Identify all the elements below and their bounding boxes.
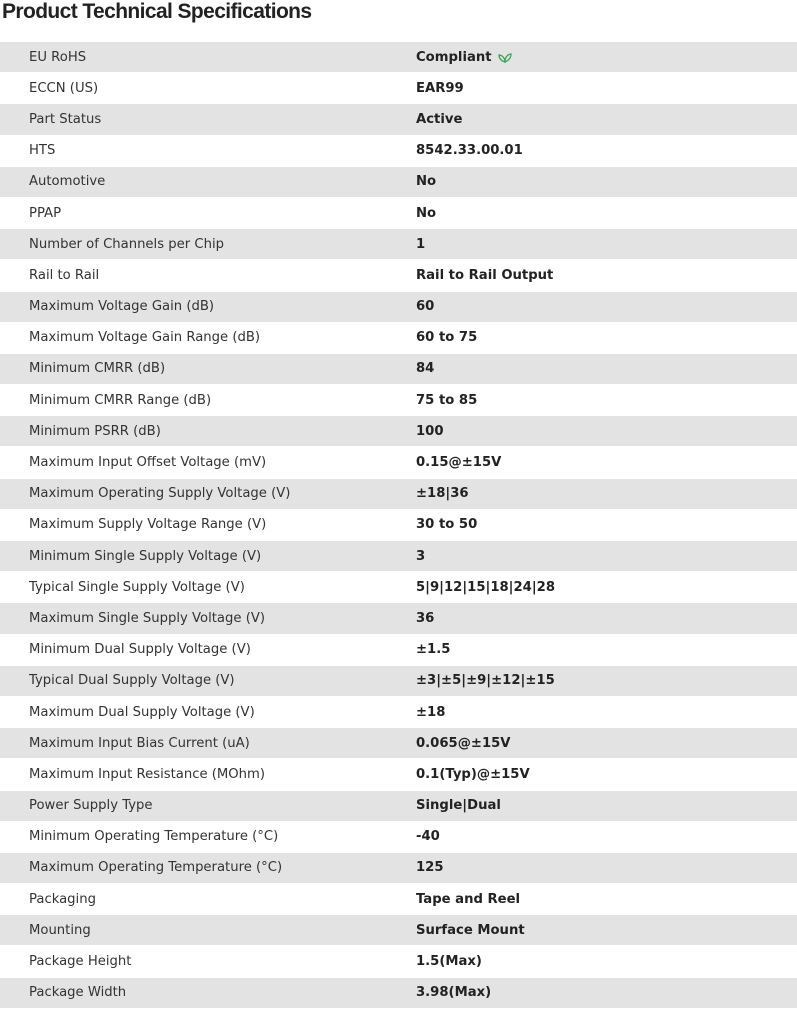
- spec-value-text: ±18: [416, 704, 446, 720]
- spec-value-text: 0.15@±15V: [416, 455, 502, 471]
- table-row: [0, 822, 797, 853]
- spec-label: Maximum Supply Voltage Range (V): [29, 517, 267, 533]
- spec-label: PPAP: [29, 205, 62, 221]
- table-row: [0, 915, 797, 946]
- table-row: [0, 416, 797, 447]
- spec-label: Power Supply Type: [29, 798, 153, 814]
- spec-value-text: 60: [416, 299, 435, 315]
- spec-label: Package Height: [29, 954, 132, 970]
- spec-value-text: 3.98(Max): [416, 985, 492, 1001]
- spec-value: [387, 268, 553, 283]
- spec-value: [387, 954, 482, 969]
- spec-value: [387, 174, 436, 189]
- table-row: [0, 167, 797, 198]
- spec-value: [387, 237, 425, 252]
- table-row: [0, 697, 797, 728]
- spec-table: [0, 42, 797, 1009]
- spec-label: Minimum Operating Temperature (°C): [29, 829, 279, 845]
- spec-value: [387, 424, 444, 439]
- spec-value-text: No: [416, 205, 437, 221]
- spec-label: Typical Dual Supply Voltage (V): [29, 673, 235, 689]
- table-row: [0, 541, 797, 572]
- spec-value: [387, 112, 462, 127]
- spec-value: [387, 736, 511, 751]
- spec-value-text: ±18|36: [416, 486, 469, 502]
- spec-value: [387, 767, 530, 782]
- spec-value: [387, 330, 477, 345]
- spec-value: [387, 611, 434, 626]
- spec-label: EU RoHS: [29, 49, 87, 65]
- spec-label: Rail to Rail: [29, 267, 100, 283]
- spec-value: [387, 642, 450, 657]
- table-row: [0, 260, 797, 291]
- spec-value-text: 3: [416, 548, 426, 564]
- spec-value-text: 100: [416, 423, 444, 439]
- table-row: [0, 385, 797, 416]
- spec-label: Maximum Input Bias Current (uA): [29, 735, 250, 751]
- spec-value-text: No: [416, 174, 437, 190]
- table-row: [0, 73, 797, 104]
- spec-value: [387, 860, 444, 875]
- spec-label: Typical Single Supply Voltage (V): [29, 579, 245, 595]
- spec-value-text: ±3|±5|±9|±12|±15: [416, 673, 555, 689]
- spec-label: Maximum Operating Supply Voltage (V): [29, 486, 291, 502]
- spec-label: Maximum Dual Supply Voltage (V): [29, 704, 255, 720]
- spec-value-text: 60 to 75: [416, 330, 478, 346]
- spec-label: Maximum Voltage Gain (dB): [29, 299, 215, 315]
- table-row: [0, 42, 797, 73]
- table-row: [0, 728, 797, 759]
- spec-value: [387, 829, 440, 844]
- spec-value-text: Rail to Rail Output: [416, 267, 554, 283]
- spec-value-text: 1: [416, 236, 426, 252]
- table-row: [0, 635, 797, 666]
- spec-value: [387, 985, 491, 1000]
- spec-value-text: 5|9|12|15|18|24|28: [416, 579, 556, 595]
- table-row: [0, 510, 797, 541]
- spec-value-text: 0.1(Typ)@±15V: [416, 766, 530, 782]
- spec-value: [387, 393, 477, 408]
- spec-value: [387, 486, 469, 501]
- spec-label: Maximum Operating Temperature (°C): [29, 860, 283, 876]
- table-row: [0, 853, 797, 884]
- spec-value-text: 75 to 85: [416, 392, 478, 408]
- table-row: [0, 229, 797, 260]
- spec-label: Maximum Input Offset Voltage (mV): [29, 455, 267, 471]
- spec-value: [387, 81, 464, 96]
- spec-label: Minimum Single Supply Voltage (V): [29, 548, 262, 564]
- spec-value: [387, 206, 436, 221]
- spec-label: Part Status: [29, 111, 102, 127]
- spec-value-text: 1.5(Max): [416, 954, 482, 970]
- spec-value: [387, 299, 434, 314]
- spec-value-text: Active: [416, 111, 463, 127]
- spec-value-text: 84: [416, 361, 435, 377]
- spec-label: Maximum Voltage Gain Range (dB): [29, 330, 261, 346]
- spec-value-text: -40: [416, 829, 440, 845]
- page-title: Product Technical Specifications: [2, 0, 312, 23]
- spec-value-text: 30 to 50: [416, 517, 478, 533]
- spec-label: Minimum CMRR (dB): [29, 361, 166, 377]
- table-row: [0, 104, 797, 135]
- spec-value: [387, 549, 425, 564]
- spec-label: Minimum CMRR Range (dB): [29, 392, 212, 408]
- spec-value: [387, 673, 555, 688]
- spec-label: Automotive: [29, 174, 106, 190]
- table-row: [0, 791, 797, 822]
- spec-value-text: ±1.5: [416, 642, 451, 658]
- spec-value-text: Tape and Reel: [416, 891, 521, 907]
- spec-value: [387, 361, 434, 376]
- table-row: [0, 354, 797, 385]
- spec-value: [387, 580, 555, 595]
- spec-value-text: 36: [416, 610, 435, 626]
- table-row: [0, 447, 797, 478]
- spec-value: [387, 892, 520, 907]
- spec-value-text: 8542.33.00.01: [416, 143, 523, 159]
- spec-label: Maximum Single Supply Voltage (V): [29, 610, 266, 626]
- leaf-icon: [498, 51, 512, 63]
- spec-value: [387, 50, 512, 65]
- spec-value: [387, 705, 445, 720]
- table-row: [0, 292, 797, 323]
- table-row: [0, 479, 797, 510]
- table-row: [0, 136, 797, 167]
- table-row: [0, 946, 797, 977]
- spec-label: Packaging: [29, 891, 96, 907]
- spec-label: Package Width: [29, 985, 127, 1001]
- spec-label: Maximum Input Resistance (MOhm): [29, 766, 266, 782]
- spec-label: ECCN (US): [29, 80, 99, 96]
- table-row: [0, 572, 797, 603]
- spec-value: [387, 455, 501, 470]
- spec-label: Minimum Dual Supply Voltage (V): [29, 642, 251, 658]
- spec-value: [387, 143, 523, 158]
- table-row: [0, 198, 797, 229]
- spec-value-text: 125: [416, 860, 444, 876]
- spec-value-text: Compliant: [416, 49, 492, 65]
- table-row: [0, 978, 797, 1009]
- spec-label: Minimum PSRR (dB): [29, 423, 161, 439]
- spec-value-text: Surface Mount: [416, 922, 525, 938]
- table-row: [0, 603, 797, 634]
- spec-value-text: EAR99: [416, 80, 464, 96]
- table-row: [0, 323, 797, 354]
- table-row: [0, 666, 797, 697]
- table-row: [0, 759, 797, 790]
- spec-label: Number of Channels per Chip: [29, 236, 224, 252]
- table-row: [0, 884, 797, 915]
- spec-label: HTS: [29, 143, 56, 159]
- spec-value-text: 0.065@±15V: [416, 735, 511, 751]
- spec-value: [387, 517, 477, 532]
- spec-value-text: Single|Dual: [416, 798, 501, 814]
- spec-value: [387, 923, 525, 938]
- spec-label: Mounting: [29, 922, 91, 938]
- spec-value: [387, 798, 501, 813]
